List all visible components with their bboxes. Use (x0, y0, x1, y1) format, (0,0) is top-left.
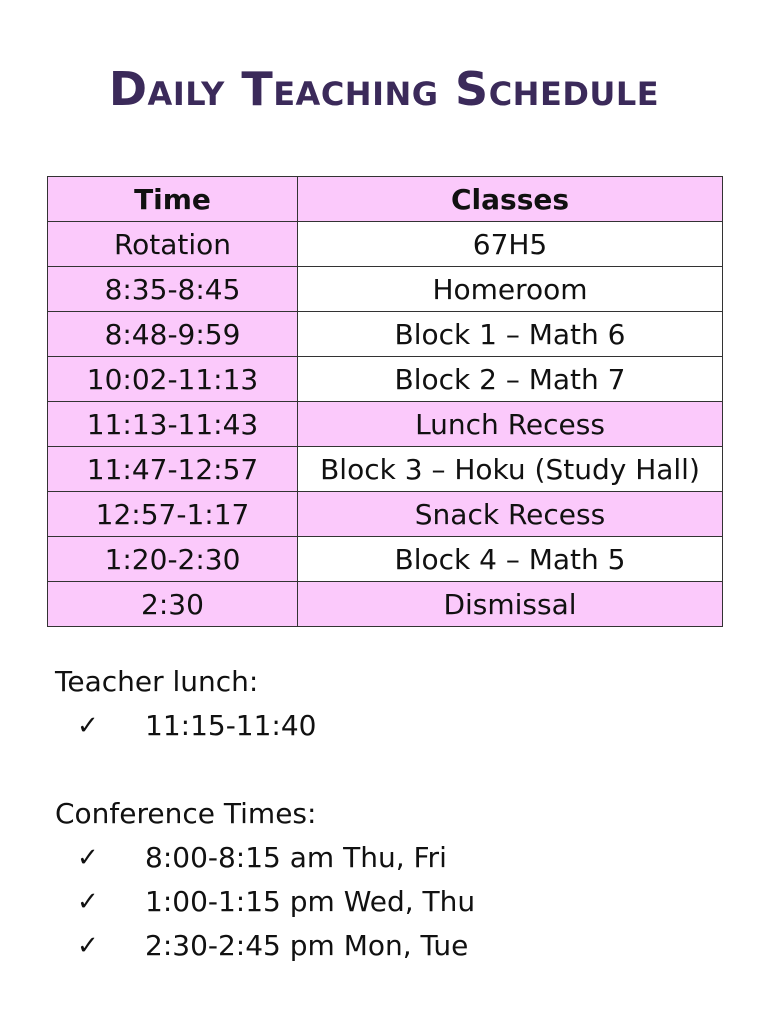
class-cell: Dismissal (298, 582, 723, 627)
conference-times-heading: Conference Times: (55, 797, 317, 830)
check-mark-icon: ✓ (77, 931, 99, 961)
table-row (48, 447, 723, 492)
class-cell: Block 3 – Hoku (Study Hall) (298, 447, 723, 492)
list-item-text: 1:00-1:15 pm Wed, Thu (145, 885, 476, 918)
table-row (48, 357, 723, 402)
check-mark-icon: ✓ (77, 843, 99, 873)
table-row (48, 492, 723, 537)
class-cell: Block 1 – Math 6 (298, 312, 723, 357)
time-cell: 10:02-11:13 (48, 357, 298, 402)
list-item-text: 2:30-2:45 pm Mon, Tue (145, 929, 469, 962)
teacher-lunch-heading: Teacher lunch: (55, 665, 259, 698)
table-row (48, 267, 723, 312)
table-row (48, 222, 723, 267)
header-classes: Classes (298, 177, 723, 222)
class-cell: 67H5 (298, 222, 723, 267)
table-row (48, 582, 723, 627)
list-item-text: 11:15-11:40 (145, 709, 317, 742)
check-mark-icon: ✓ (77, 711, 99, 741)
table-row (48, 402, 723, 447)
schedule-table (47, 176, 723, 627)
table-row (48, 537, 723, 582)
header-time: Time (48, 177, 298, 222)
time-cell: 11:47-12:57 (48, 447, 298, 492)
time-cell: 2:30 (48, 582, 298, 627)
check-mark-icon: ✓ (77, 887, 99, 917)
list-item (55, 836, 735, 880)
page-title: Daily Teaching Schedule (108, 62, 660, 116)
table-row (48, 312, 723, 357)
class-cell: Homeroom (298, 267, 723, 312)
list-item (55, 704, 735, 748)
class-cell: Lunch Recess (298, 402, 723, 447)
table-header-row (48, 177, 723, 222)
time-cell: Rotation (48, 222, 298, 267)
spacer (55, 748, 735, 792)
notes-section (55, 660, 735, 968)
time-cell: 12:57-1:17 (48, 492, 298, 537)
time-cell: 8:35-8:45 (48, 267, 298, 312)
list-item (55, 924, 735, 968)
time-cell: 8:48-9:59 (48, 312, 298, 357)
time-cell: 1:20-2:30 (48, 537, 298, 582)
list-item (55, 880, 735, 924)
class-cell: Block 4 – Math 5 (298, 537, 723, 582)
class-cell: Block 2 – Math 7 (298, 357, 723, 402)
list-item-text: 8:00-8:15 am Thu, Fri (145, 841, 447, 874)
time-cell: 11:13-11:43 (48, 402, 298, 447)
class-cell: Snack Recess (298, 492, 723, 537)
